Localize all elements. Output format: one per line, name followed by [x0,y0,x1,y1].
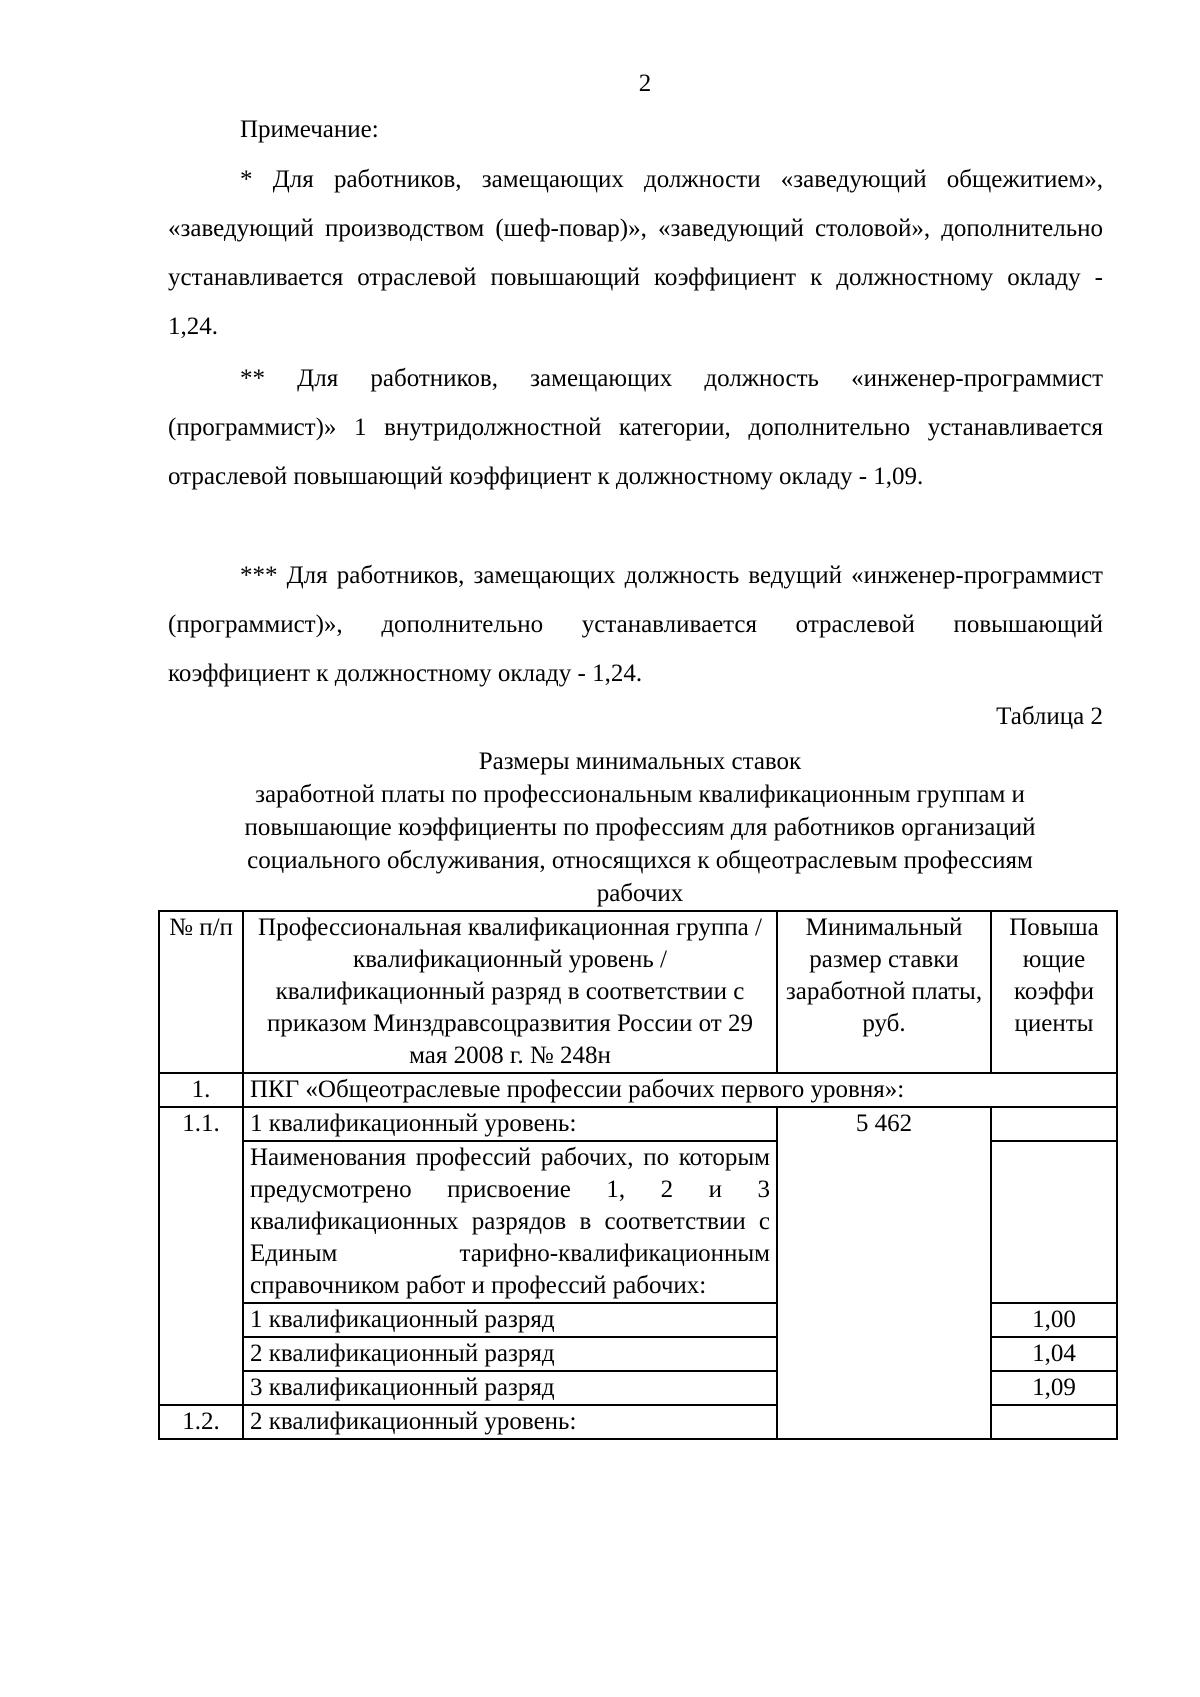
table-row [159,1073,1117,1107]
grade-coefficient: 1,04 [991,1337,1117,1371]
table-heading-line: социального обслуживания, относящихся к общеотраслевым профессиям [247,847,1033,874]
row-number: 1. [159,1073,243,1107]
header-group: Профессиональная квалификационная группа / квалификационный уровень / квалификационный разряд в соответствии с приказом Минздравсоцразвития России от 29 мая 2008 г. № 248н [243,911,777,1073]
empty-coef-cell [991,1107,1117,1141]
note-title: Примечание: [240,116,379,143]
rates-table [158,910,1118,1440]
row-pkg-title: ПКГ «Общеотраслевые профессии рабочих первого уровня»: [243,1073,1117,1107]
empty-coef-cell [991,1405,1117,1439]
row-number: 1.1. [159,1107,243,1405]
row-professions-description: Наименования профессий рабочих, по которым предусмотрено присвоение 1, 2 и 3 квалификационных разрядов в соответствии с Единым тарифно-квалификационным справочником работ и профессий рабочих: [243,1141,777,1303]
page-number: 2 [638,70,652,97]
table-heading-line: повышающие коэффициенты по профессиям для работников организаций [244,814,1036,841]
row-number: 1.2. [159,1405,243,1439]
table-label: Таблица 2 [996,703,1103,730]
grade-coefficient: 1,09 [991,1371,1117,1405]
header-min-rate: Минимальный размер ставки заработной платы, руб. [777,911,991,1073]
grade-label: 3 квалификационный разряд [243,1371,777,1405]
table-heading [160,745,1120,910]
table-header-row [159,911,1117,1073]
row-level-title: 1 квалификационный уровень: [243,1107,777,1141]
note-paragraph-3: *** Для работников, замещающих должность ведущий «инженер-программист (программист)», дополнительно устанавливается отраслевой повышающий коэффициент к должностному окладу - 1,24. [168,562,1103,687]
table-heading-line: заработной платы по профессиональным квалификационным группам и [255,781,1025,808]
empty-coef-cell [991,1141,1117,1303]
table-heading-line: рабочих [596,880,684,907]
note-paragraph-2: ** Для работников, замещающих должность «инженер-программист (программист)» 1 внутридолжностной категории, дополнительно устанавливается отраслевой повышающий коэффициент к должностному окладу - 1,09. [168,365,1103,490]
table-row [159,1107,1117,1141]
grade-label: 1 квалификационный разряд [243,1303,777,1337]
header-number: № п/п [159,911,243,1073]
grade-coefficient: 1,00 [991,1303,1117,1337]
row-level-title: 2 квалификационный уровень: [243,1405,777,1439]
min-rate-value: 5 462 [777,1107,991,1439]
note-paragraph-1: * Для работников, замещающих должности «заведующий общежитием», «заведующий производством (шеф-повар)», «заведующий столовой», дополнительно устанавливается отраслевой повышающий коэффициент к должностному окладу - 1,24. [168,166,1103,340]
table-heading-line: Размеры минимальных ставок [478,748,802,775]
grade-label: 2 квалификационный разряд [243,1337,777,1371]
header-coefficients: Повыша ющие коэффи циенты [991,911,1117,1073]
